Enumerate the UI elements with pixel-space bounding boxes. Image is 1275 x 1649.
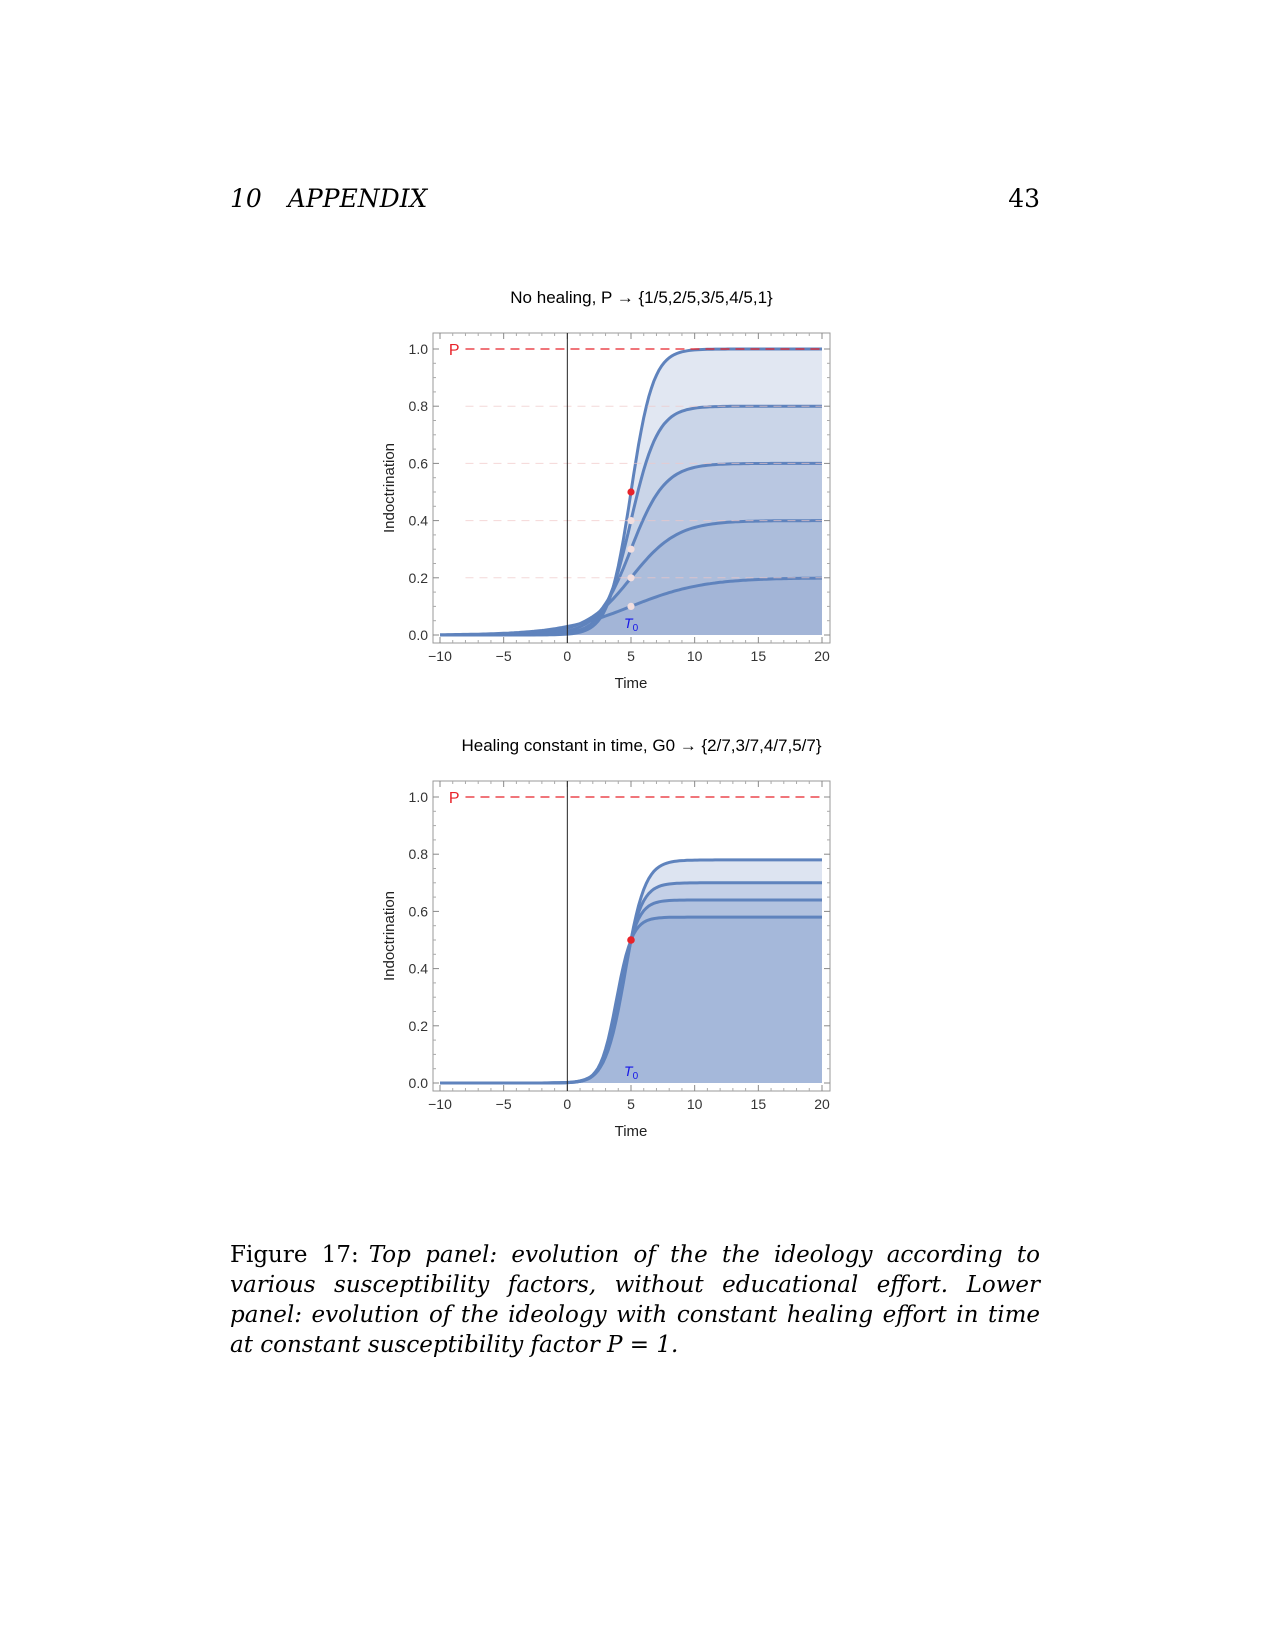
x-tick-label: 20 bbox=[814, 1096, 830, 1112]
series-marker bbox=[627, 546, 634, 553]
page-number: 43 bbox=[1008, 184, 1040, 213]
figure-caption bbox=[230, 1240, 1040, 1360]
x-tick-label: 15 bbox=[750, 1096, 767, 1112]
caption-text: Top panel: evolution of the the ideology according to various susceptibility factors, without educational effort. Lower panel: evolution of the ideology with constant healing effort in time at constant susceptibility factor P = 1. bbox=[230, 1242, 1040, 1358]
y-tick-label: 0.0 bbox=[408, 627, 428, 643]
p-reference-label: P bbox=[448, 342, 460, 359]
x-tick-label: 15 bbox=[750, 648, 767, 664]
y-tick-label: 0.6 bbox=[408, 903, 428, 920]
y-tick-label: 0.4 bbox=[408, 960, 428, 977]
x-tick-label: 10 bbox=[686, 1096, 703, 1112]
x-tick-label: −5 bbox=[495, 1096, 512, 1112]
x-axis-label: Time bbox=[614, 675, 648, 692]
y-tick-label: 0.6 bbox=[408, 455, 428, 472]
y-axis-label: Indoctrination bbox=[381, 890, 398, 982]
top-panel-chart bbox=[380, 280, 860, 710]
caption-label: Figure 17: bbox=[230, 1242, 359, 1268]
chart-title: No healing, P → {1/5,2/5,3/5,4/5,1} bbox=[510, 288, 773, 307]
x-tick-label: 0 bbox=[563, 648, 572, 664]
y-tick-label: 0.8 bbox=[408, 846, 428, 863]
series-marker bbox=[627, 603, 634, 610]
y-tick-label: 0.0 bbox=[408, 1075, 428, 1091]
y-tick-label: 1.0 bbox=[408, 341, 428, 357]
y-tick-label: 0.2 bbox=[408, 569, 428, 586]
x-tick-label: 20 bbox=[814, 648, 830, 664]
series-marker bbox=[627, 517, 634, 524]
x-tick-label: −10 bbox=[428, 648, 452, 664]
t0-subscript: 0 bbox=[632, 1071, 639, 1082]
section-number: 10 bbox=[230, 184, 262, 213]
t0-label: $T_0$ bbox=[624, 1063, 639, 1082]
series-marker bbox=[627, 488, 634, 495]
y-tick-label: 0.8 bbox=[408, 398, 428, 415]
running-head bbox=[230, 184, 1040, 213]
bottom-panel-chart bbox=[380, 728, 860, 1158]
x-tick-label: −10 bbox=[428, 1096, 452, 1112]
x-axis-label: Time bbox=[614, 1123, 648, 1140]
p-reference-label: P bbox=[448, 790, 460, 807]
y-tick-label: 0.2 bbox=[408, 1017, 428, 1034]
x-tick-label: 5 bbox=[627, 1096, 635, 1112]
x-tick-label: 5 bbox=[627, 648, 635, 664]
y-tick-label: 1.0 bbox=[408, 789, 428, 805]
x-tick-label: 10 bbox=[686, 648, 703, 664]
x-tick-label: −5 bbox=[495, 648, 512, 664]
chart-title: Healing constant in time, G0 → {2/7,3/7,4/7,5/7} bbox=[461, 736, 822, 755]
y-tick-label: 0.4 bbox=[408, 512, 428, 529]
y-axis-label: Indoctrination bbox=[381, 442, 398, 534]
x-tick-label: 0 bbox=[563, 1096, 572, 1112]
t0-label: $T_0$ bbox=[624, 615, 639, 634]
section-title: APPENDIX bbox=[287, 184, 428, 213]
series-marker bbox=[627, 574, 634, 581]
t0-subscript: 0 bbox=[632, 623, 639, 634]
shared-marker bbox=[627, 936, 635, 944]
